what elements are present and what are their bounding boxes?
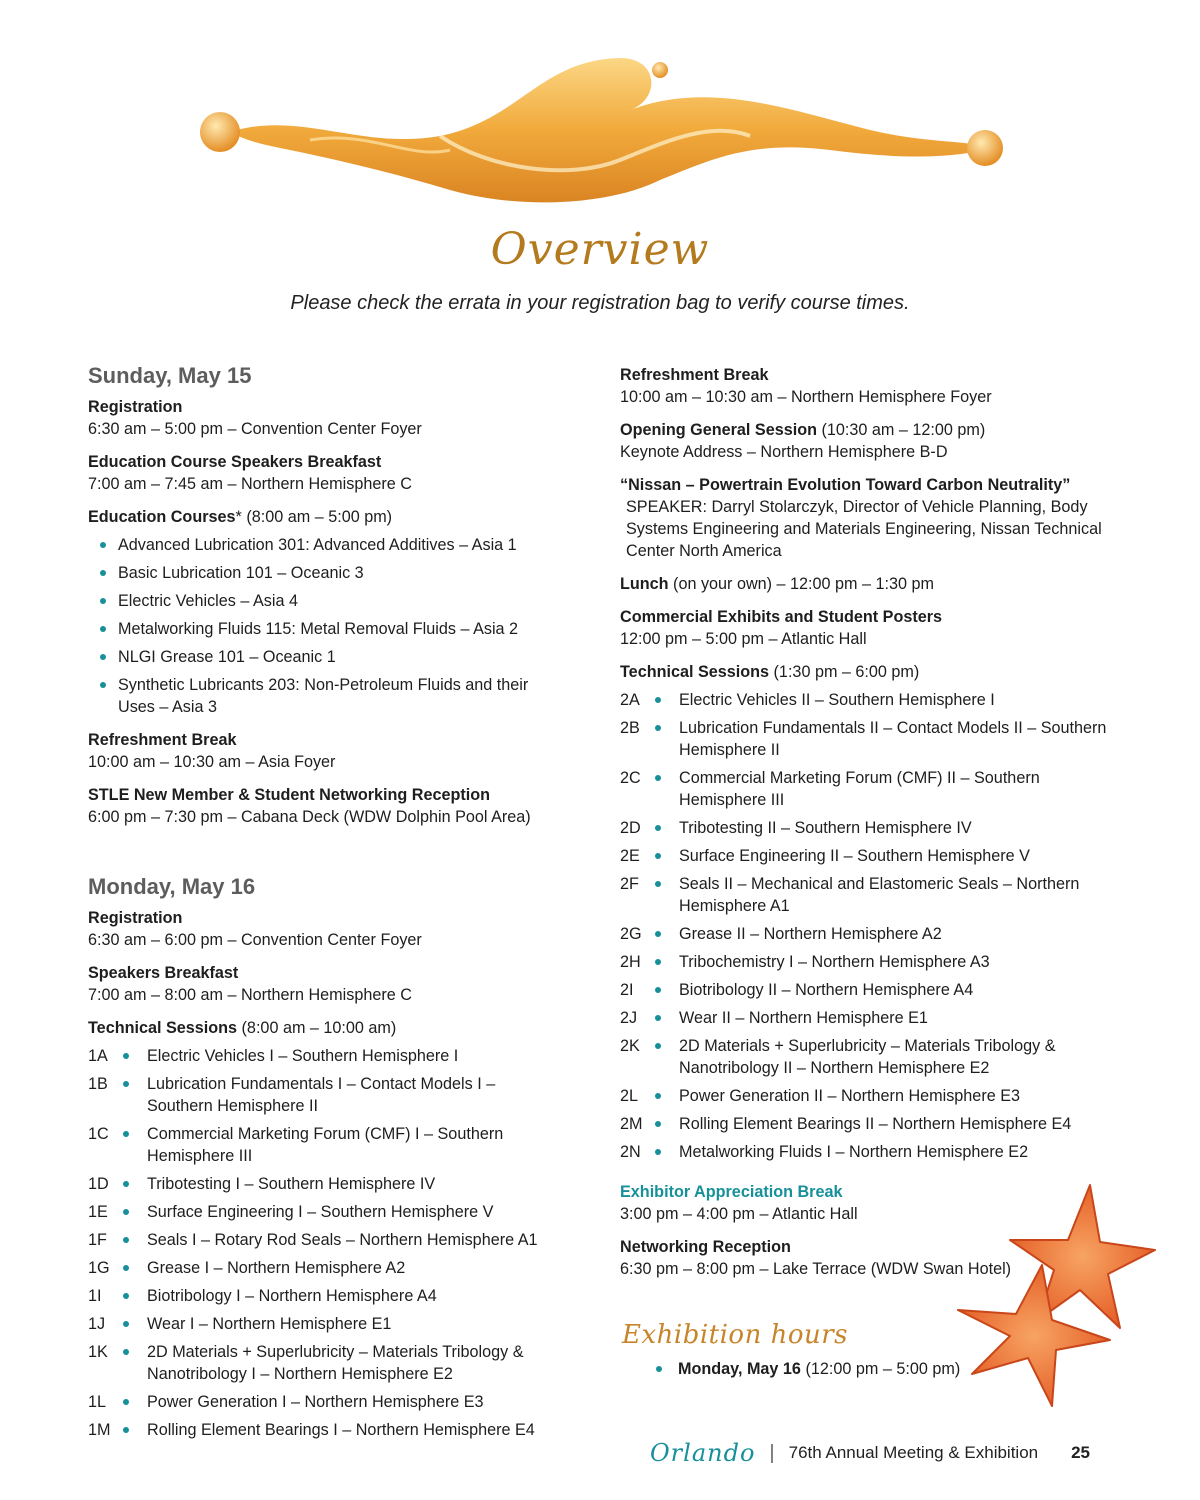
session-code: 2L [620,1087,639,1105]
session-text: Grease II – Northern Hemisphere A2 [679,925,942,943]
list-item: Electric Vehicles – Asia 4 [88,590,558,612]
session-row [620,1085,1110,1107]
session-text: Power Generation II – Northern Hemisphere E3 [679,1087,1021,1105]
event-title: Registration [88,909,183,927]
event-detail: 3:00 pm – 4:00 pm – Atlantic Hall [620,1205,858,1223]
list-item: NLGI Grease 101 – Oceanic 1 [88,646,558,668]
session-row [88,1073,558,1117]
keynote [620,474,1110,562]
session-text: Surface Engineering II – Southern Hemisphere V [679,847,1030,865]
monday-heading: Monday, May 16 [88,874,256,899]
monday-refreshment-break [620,364,1110,408]
exhibition-day: Monday, May 16 [678,1360,801,1378]
session-row [88,1173,558,1195]
session-row [88,1123,558,1167]
session-list [620,689,1110,1163]
session-code: 2A [620,691,640,709]
session-code: 2N [620,1143,641,1161]
event-title: Registration [88,398,183,416]
list-item: Basic Lubrication 101 – Oceanic 3 [88,562,558,584]
exhibition-time: (12:00 pm – 5:00 pm) [800,1360,961,1378]
session-text: Rolling Element Bearings I – Northern Hemisphere E4 [147,1421,535,1439]
session-text: Wear I – Northern Hemisphere E1 [147,1315,392,1333]
session-code: 2B [620,719,640,737]
sunday-networking-reception [88,784,558,828]
session-text: Electric Vehicles I – Southern Hemisphere I [147,1047,459,1065]
session-text: Seals II – Mechanical and Elastomeric Seals – Northern Hemisphere A1 [679,875,1080,915]
session-row [620,1007,1110,1029]
commercial-exhibits [620,606,1110,650]
session-code: 1C [88,1125,109,1143]
session-row [620,979,1110,1001]
session-row [620,873,1110,917]
footer-separator: | [769,1441,775,1464]
event-detail: 12:00 pm – 5:00 pm – Atlantic Hall [620,630,867,648]
keynote-speaker: SPEAKER: Darryl Stolarczyk, Director of Vehicle Planning, Body Systems Engineering and Materials Engineering, Nissan Technical Center North America [626,498,1102,560]
morning-technical-sessions [88,1017,558,1441]
session-text: Electric Vehicles II – Southern Hemisphere I [679,691,995,709]
event-note: (1:30 pm – 6:00 pm) [769,663,920,681]
session-text: Lubrication Fundamentals II – Contact Models II – Southern Hemisphere II [679,719,1107,759]
event-detail: 6:30 am – 5:00 pm – Convention Center Foyer [88,420,422,438]
session-text: Lubrication Fundamentals I – Contact Models I – Southern Hemisphere II [147,1075,496,1115]
session-row [88,1341,558,1385]
event-detail: 6:00 pm – 7:30 pm – Cabana Deck (WDW Dolphin Pool Area) [88,808,531,826]
session-code: 2F [620,875,639,893]
session-text: Biotribology II – Northern Hemisphere A4 [679,981,974,999]
session-row [88,1045,558,1067]
session-row [620,1141,1110,1163]
session-row [620,689,1110,711]
event-note: (on your own) – 12:00 pm – 1:30 pm [668,575,935,593]
session-row [620,767,1110,811]
event-title: Networking Reception [620,1238,791,1256]
event-title: Education Courses [88,508,236,526]
sunday-education-courses [88,506,558,718]
session-text: Tribochemistry I – Northern Hemisphere A3 [679,953,990,971]
event-title: Speakers Breakfast [88,964,239,982]
list-item: Synthetic Lubricants 203: Non-Petroleum Fluids and their Uses – Asia 3 [88,674,558,718]
opening-general-session [620,419,1110,463]
page-footer [650,1436,1090,1470]
session-text: Seals I – Rotary Rod Seals – Northern Hemisphere A1 [147,1231,538,1249]
session-code: 1M [88,1421,111,1439]
event-detail: 7:00 am – 8:00 am – Northern Hemisphere C [88,986,412,1004]
session-code: 1L [88,1393,107,1411]
session-text: Power Generation I – Northern Hemisphere E3 [147,1393,484,1411]
session-code: 1B [88,1075,108,1093]
session-code: 2E [620,847,640,865]
event-detail: 6:30 am – 6:00 pm – Convention Center Foyer [88,931,422,949]
session-code: 1E [88,1203,108,1221]
session-row [88,1229,558,1251]
errata-note: Please check the errata in your registration bag to verify course times. [290,292,910,314]
sunday-registration [88,396,558,440]
event-title: Refreshment Break [88,731,237,749]
event-detail: Keynote Address – Northern Hemisphere B-D [620,443,948,461]
session-row [88,1201,558,1223]
exhibition-hours-heading: Exhibition hours [622,1320,849,1350]
session-code: 1K [88,1343,108,1361]
sunday-refreshment-break [88,729,558,773]
event-detail: 6:30 pm – 8:00 pm – Lake Terrace (WDW Swan Hotel) [620,1260,1012,1278]
event-detail: 10:00 am – 10:30 am – Northern Hemisphere Foyer [620,388,992,406]
session-code: 1F [88,1231,107,1249]
event-note: * (8:00 am – 5:00 pm) [235,508,393,526]
session-row [88,1285,558,1307]
afternoon-technical-sessions [620,661,1110,1163]
session-code: 2C [620,769,641,787]
sunday-speakers-breakfast [88,451,558,495]
session-row [620,1035,1110,1079]
course-list [88,534,558,718]
session-code: 1J [88,1315,106,1333]
event-detail: 10:00 am – 10:30 am – Asia Foyer [88,753,336,771]
event-title: Exhibitor Appreciation Break [620,1183,843,1201]
session-list [88,1045,558,1441]
left-column [88,362,558,1452]
event-title: Technical Sessions [620,663,770,681]
session-text: Commercial Marketing Forum (CMF) I – Southern Hemisphere III [147,1125,504,1165]
session-row [88,1313,558,1335]
session-text: Grease I – Northern Hemisphere A2 [147,1259,406,1277]
footer-city: Orlando [650,1439,756,1467]
event-title: Opening General Session [620,421,818,439]
session-code: 2I [620,981,634,999]
oil-splash-graphic [190,40,1010,230]
event-title: Lunch [620,575,669,593]
session-code: 1A [88,1047,108,1065]
session-text: Tribotesting I – Southern Hemisphere IV [147,1175,436,1193]
session-code: 2H [620,953,641,971]
session-code: 2D [620,819,641,837]
session-code: 2G [620,925,642,943]
event-detail: 7:00 am – 7:45 am – Northern Hemisphere C [88,475,412,493]
event-title: Refreshment Break [620,366,769,384]
session-row [88,1257,558,1279]
session-row [620,923,1110,945]
session-row [620,845,1110,867]
session-row [620,1113,1110,1135]
session-text: Commercial Marketing Forum (CMF) II – Southern Hemisphere III [679,769,1040,809]
starfish-graphic [950,1170,1170,1420]
session-text: 2D Materials + Superlubricity – Materials Tribology & Nanotribology I – Northern Hemisphere E2 [147,1343,524,1383]
page-title: Overview [490,224,710,275]
session-code: 1I [88,1287,102,1305]
keynote-title: “Nissan – Powertrain Evolution Toward Carbon Neutrality” [620,476,1071,494]
session-row [620,817,1110,839]
session-text: 2D Materials + Superlubricity – Materials Tribology & Nanotribology II – Northern Hemisphere E2 [679,1037,1056,1077]
session-text: Metalworking Fluids I – Northern Hemisphere E2 [679,1143,1029,1161]
session-code: 2J [620,1009,638,1027]
page-number: 25 [1071,1443,1090,1462]
session-code: 2M [620,1115,643,1133]
event-title: Education Course Speakers Breakfast [88,453,382,471]
session-text: Rolling Element Bearings II – Northern Hemisphere E4 [679,1115,1072,1133]
monday-registration [88,907,558,951]
event-title: Commercial Exhibits and Student Posters [620,608,943,626]
event-note: (8:00 am – 10:00 am) [237,1019,397,1037]
list-item: Metalworking Fluids 115: Metal Removal Fluids – Asia 2 [88,618,558,640]
sunday-heading: Sunday, May 15 [88,363,252,388]
session-row [88,1419,558,1441]
session-text: Biotribology I – Northern Hemisphere A4 [147,1287,437,1305]
session-row [620,717,1110,761]
footer-event-name: 76th Annual Meeting & Exhibition [788,1443,1039,1462]
session-text: Tribotesting II – Southern Hemisphere IV [679,819,972,837]
list-item: Advanced Lubrication 301: Advanced Additives – Asia 1 [88,534,558,556]
session-text: Wear II – Northern Hemisphere E1 [679,1009,928,1027]
session-code: 1D [88,1175,109,1193]
session-code: 1G [88,1259,110,1277]
lunch [620,573,1110,595]
session-text: Surface Engineering I – Southern Hemisphere V [147,1203,494,1221]
session-code: 2K [620,1037,640,1055]
event-note: (10:30 am – 12:00 pm) [817,421,986,439]
event-title: STLE New Member & Student Networking Reception [88,786,491,804]
session-row [620,951,1110,973]
monday-speakers-breakfast [88,962,558,1006]
event-title: Technical Sessions [88,1019,238,1037]
session-row [88,1391,558,1413]
